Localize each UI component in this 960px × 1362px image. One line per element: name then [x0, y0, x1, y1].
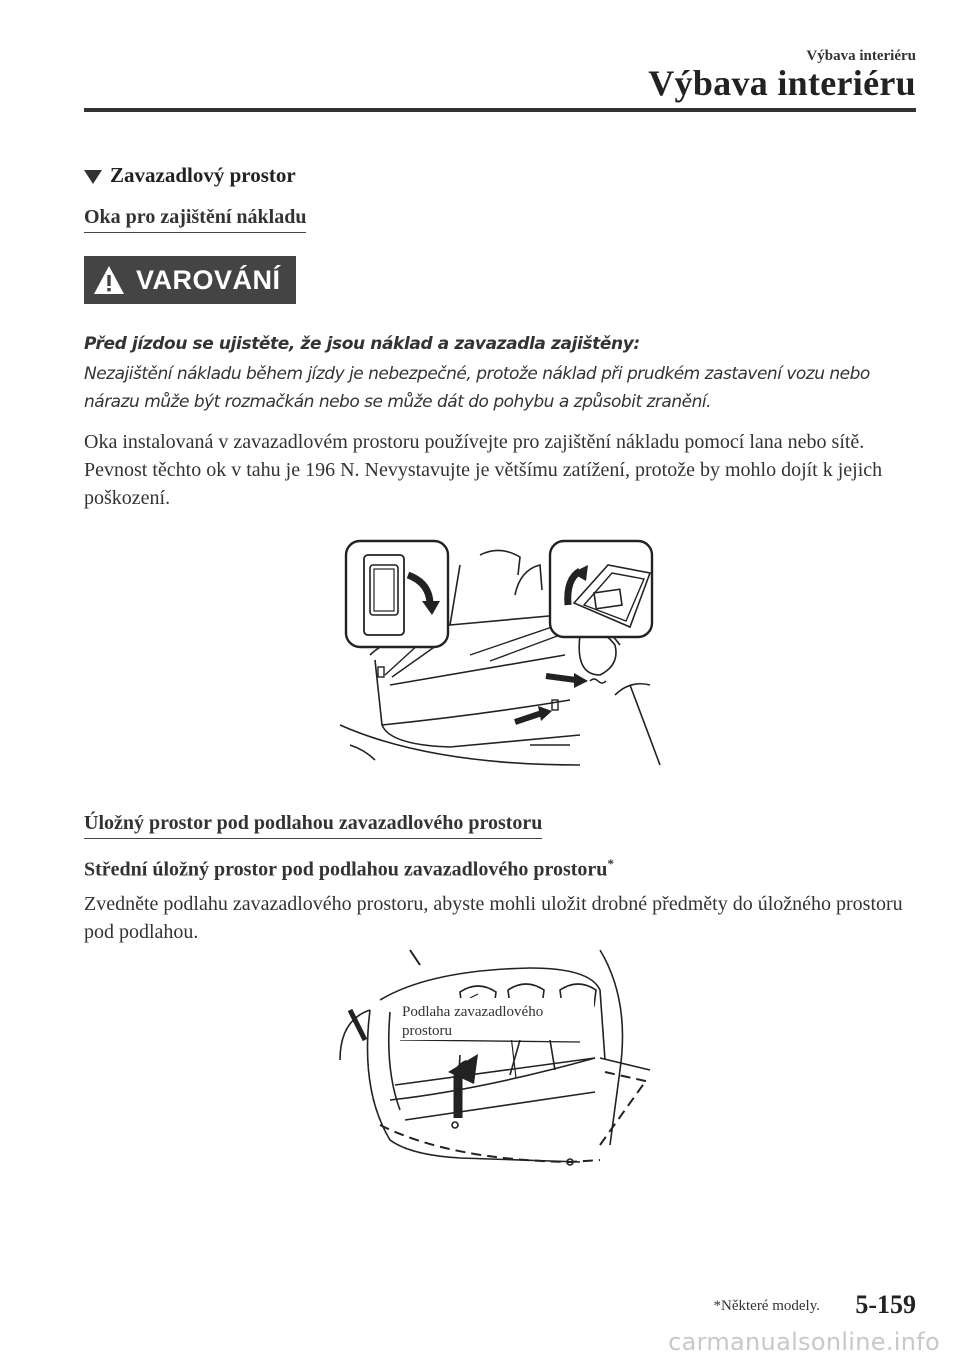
underfloor-illustration [330, 940, 660, 1180]
page-number: 5-159 [855, 1290, 916, 1319]
triangle-bullet-icon [84, 170, 102, 184]
footnote: *Některé modely. [713, 1298, 820, 1314]
warning-triangle-icon [92, 264, 126, 296]
cargo-hooks-heading: Oka pro zajištění nákladu [84, 206, 306, 233]
header-rule [84, 108, 916, 112]
floor-label-line1: Podlaha zavazadlového [402, 1004, 544, 1020]
cargo-hooks-paragraph: Oka instalovaná v zavazadlovém prostoru používejte pro zajištění nákladu pomocí lana nebo sítě. Pevnost těchto ok v tahu je 196 N. Nevystavujte je většímu zatížení, protože by mohlo dojít k jejich poškození. [84, 431, 883, 509]
section-title-text: Zavazadlový prostor [110, 163, 296, 187]
warning-body: Nezajištění nákladu během jízdy je nebezpečné, protože náklad při prudkém zastavení vozu nebo nárazu může být rozmačkán nebo se může dát do pohybu a způsobit zranění. [84, 364, 870, 412]
underfloor-subheading [84, 850, 904, 884]
warning-title: Před jízdou se ujistěte, že jsou náklad a zavazadla zajištěny: [84, 334, 640, 354]
underfloor-heading: Úložný prostor pod podlahou zavazadlového prostoru [84, 812, 542, 839]
running-header-small: Výbava interiéru [806, 48, 916, 64]
section-title [84, 163, 296, 188]
warning-badge [84, 256, 296, 304]
underfloor-paragraph: Zvedněte podlahu zavazadlového prostoru, abyste mohli uložit drobné předměty do úložného prostoru pod podlahou. [84, 893, 903, 943]
running-header-title: Výbava interiéru [648, 63, 916, 103]
floor-label-line2: prostoru [402, 1023, 452, 1039]
underfloor-subheading-text: Střední úložný prostor pod podlahou zavazadlového prostoru [84, 858, 608, 881]
warning-label: VAROVÁNÍ [136, 264, 281, 295]
cargo-hooks-illustration [330, 535, 670, 775]
watermark: carmanualsonline.info [668, 1328, 940, 1356]
footnote-mark: * [607, 856, 614, 871]
